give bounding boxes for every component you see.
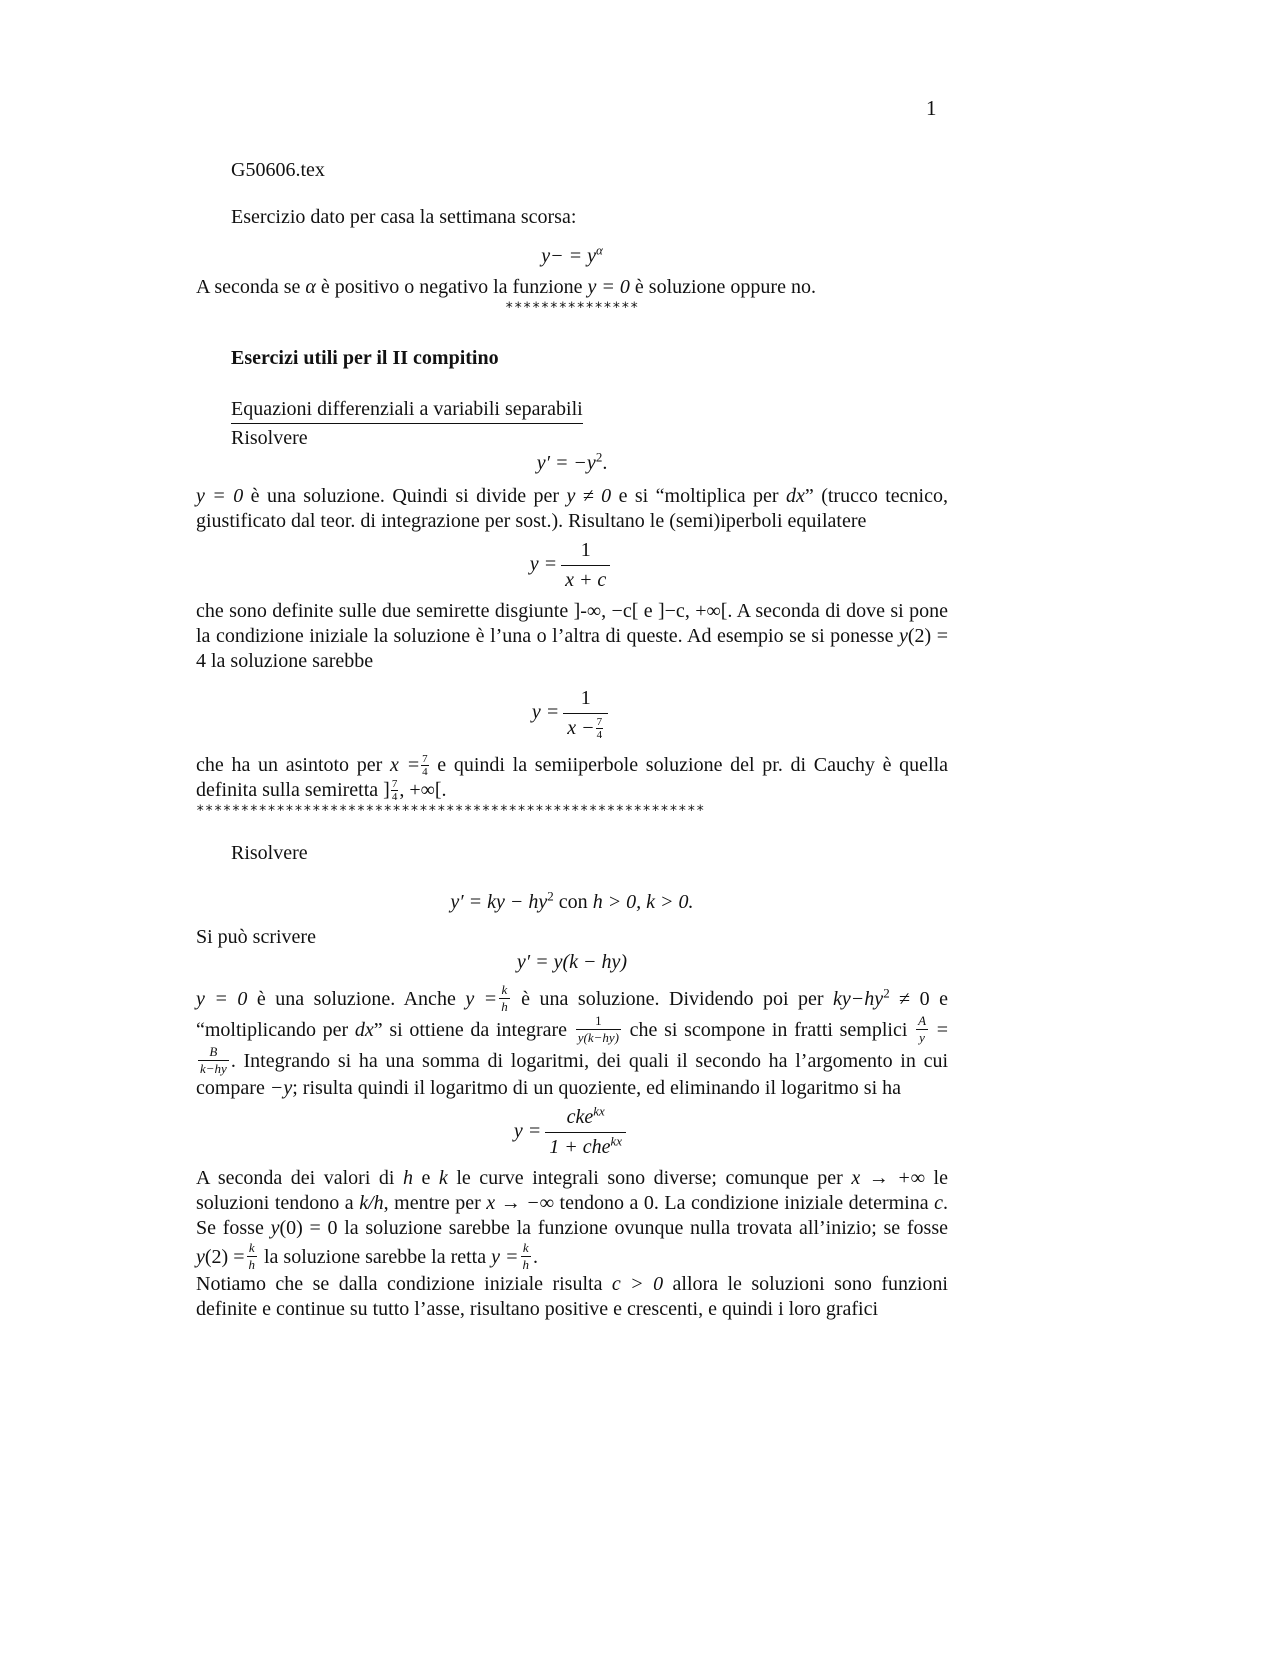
- paragraph-integral-curves: A seconda dei valori di h e k le curve integrali sono diverse; comunque per x → +∞ le soluzioni tendono a k/h, mentre per x → −∞ tendono a 0. La condizione iniziale determina c. Se fosse y(0) = 0 la soluzione sarebbe la funzione ovunque nulla trovata all’inizio; se fosse y(2) = $\frac{k}{h}$ la soluzione sarebbe la retta y = $\frac{k}{h}$ .: [196, 1167, 949, 1272]
- alpha-remark: A seconda se α è positivo o negativo la funzione y = 0 è soluzione oppure no.: [196, 276, 816, 298]
- risolvere-label-1: Risolvere: [231, 427, 308, 449]
- equation-factored: y′ = y(k − hy): [516, 951, 628, 973]
- filename: G50606.tex: [231, 159, 325, 181]
- subsection-title: Equazioni differenziali a variabili separabili: [196, 397, 948, 424]
- document-body: [196, 158, 948, 1322]
- fraction: $\frac{1}{x + c}$: [561, 538, 610, 593]
- paragraph-asymptote: che ha un asintoto per x = $\frac{7}{4}$ e quindi la semiiperbole soluzione del pr. di Cauchy è quella definita sulla semiretta ] $\frac{7}{4}$ , +∞[.: [196, 753, 949, 803]
- equation-general-solution: y = $\frac{cke^{kx}}{1 + che^{kx}}$: [196, 1105, 948, 1160]
- paragraph-solution-1: y = 0 è una soluzione. Quindi si divide per y ≠ 0 e si “moltiplica per dx” (trucco tecnico, giustificato dal teor. di integrazione per sost.). Risultano le (semi)iperboli equilatere: [196, 485, 948, 532]
- page-number: 1: [926, 96, 937, 120]
- equation-homework: $y- = y^\alpha$: [541, 242, 603, 267]
- homework-intro: Esercizio dato per casa la settimana scorsa:: [231, 206, 577, 228]
- equation-hyperbola: y = $\frac{1}{x + c}$: [196, 538, 948, 593]
- paragraph-partial-fractions: y = 0 è una soluzione. Anche y = $\frac{k}{h}$ è una soluzione. Dividendo poi per $ky-hy^2 \ne 0$ e “moltiplicando per dx” si ottiene da integrare $\frac{1}{y(k-hy)}$ che si scompone in fratti semplici $\frac{A}{y}$ = $\frac{B}{k-hy}$ . Integrando si ha una somma di logaritmi, dei quali il secondo ha l’argomento in cui compare −y; risulta quindi il logaritmo di un quoziente, ed eliminando il logaritmo si ha: [196, 982, 949, 1099]
- equation-logistic: y′ = ky − $hy^2$ con h > 0, k > 0.: [450, 888, 694, 913]
- separator-short: ***************: [505, 300, 639, 316]
- separator-long: *********************************************************: [196, 803, 705, 819]
- risolvere-label-2: Risolvere: [231, 842, 308, 864]
- equation-separable: $y' = -y^2$.: [536, 449, 608, 474]
- equation-cauchy-solution: y = 1 x − $\frac{7}{4}$: [196, 686, 948, 741]
- section-title: Esercizi utili per il II compitino: [231, 347, 499, 369]
- fraction: $\frac{cke^{kx}}{1 + che^{kx}}$: [545, 1105, 626, 1160]
- si-puo-scrivere: Si può scrivere: [196, 926, 316, 948]
- paragraph-semirette: che sono definite sulle due semirette disgiunte ]-∞, −c[ e ]−c, +∞[. A seconda di dove si pone la condizione iniziale la soluzione è l’una o l’altra di queste. Ad esempio se si ponesse y(2) = 4 la soluzione sarebbe: [196, 600, 949, 672]
- paragraph-positive-c: Notiamo che se dalla condizione iniziale risulta c > 0 allora le soluzioni sono funzioni definite e continue su tutto l’asse, risultano positive e crescenti, e quindi i loro grafici: [196, 1273, 948, 1320]
- fraction: 1 x − $\frac{7}{4}$: [563, 686, 608, 741]
